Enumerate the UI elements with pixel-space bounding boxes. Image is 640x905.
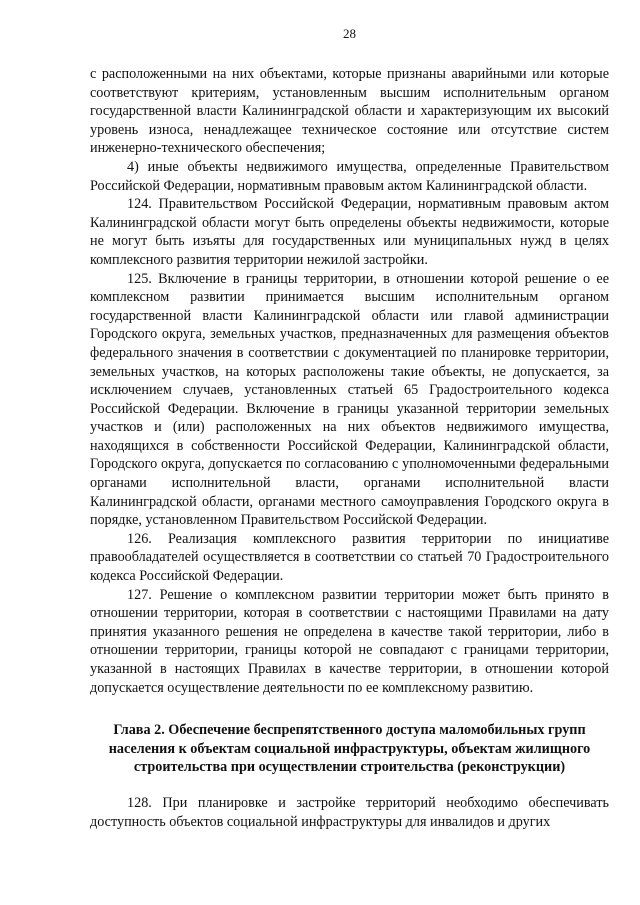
page-number: 28 (343, 26, 356, 41)
paragraph-126: 126. Реализация комплексного развития территории по инициативе правообладателей осуществляется в соответствии со статьей 70 Градостроительного кодекса Российской Федерации. (90, 530, 609, 585)
paragraph-item-4: 4) иные объекты недвижимого имущества, определенные Правительством Российской Федерации, нормативным правовым актом Калининградской области. (90, 158, 609, 194)
paragraph-128: 128. При планировке и застройке территорий необходимо обеспечивать доступность объектов социальной инфраструктуры для инвалидов и других (90, 794, 609, 830)
paragraph-127: 127. Решение о комплексном развитии территории может быть принято в отношении территории, которая в соответствии с настоящими Правилами на дату принятия указанного решения не определена в качестве такой территории, либо в отношении территории, границы которой не совпадают с границами территории, указанной в настоящих Правилах в качестве территории, в отношении которой допускается осуществление деятельности по ее комплексному развитию. (90, 586, 609, 696)
paragraph-continuation: с расположенными на них объектами, которые признаны аварийными или которые соответствуют критериям, установленным высшим исполнительным органом государственной власти Калининградской области и характеризующим их высокий уровень износа, ненадлежащее техническое состояние или отсутствие систем инженерно-технического обеспечения; (90, 66, 609, 157)
paragraph-124: 124. Правительством Российской Федерации, нормативным правовым актом Калининградской области могут быть определены объекты недвижимости, которые не могут быть изъяты для государственных или муниципальных нужд в целях комплексного развития территории нежилой застройки. (90, 196, 609, 268)
chapter-heading: Глава 2. Обеспечение беспрепятственного доступа маломобильных групп населения к объектам социальной инфраструктуры, объектам жилищного строительства при осуществлении строительства (реконструкции) (108, 722, 591, 776)
paragraph-125: 125. Включение в границы территории, в отношении которой решение о ее комплексном развитии принимается высшим исполнительным органом государственной власти Калининградской области или главой администрации Городского округа, земельных участков, предназначенных для размещения объектов федерального значения в соответствии с документацией по планировке территории, земельных участков, на которых расположены такие объекты, не допускается, за исключением случаев, установленных статьей 65 Градостроительного кодекса Российской Федерации. Включение в границы указанной территории земельных участков и (или) расположенных на них объектов недвижимого имущества, находящихся в собственности Российской Федерации, Калининградской области, Городского округа, допускается по согласованию с уполномоченными федеральными органами исполнительной власти, органами исполнительной власти Калининградской области, органами местного самоуправления Городского округа в порядке, установленном Правительством Российской Федерации. (90, 270, 609, 529)
